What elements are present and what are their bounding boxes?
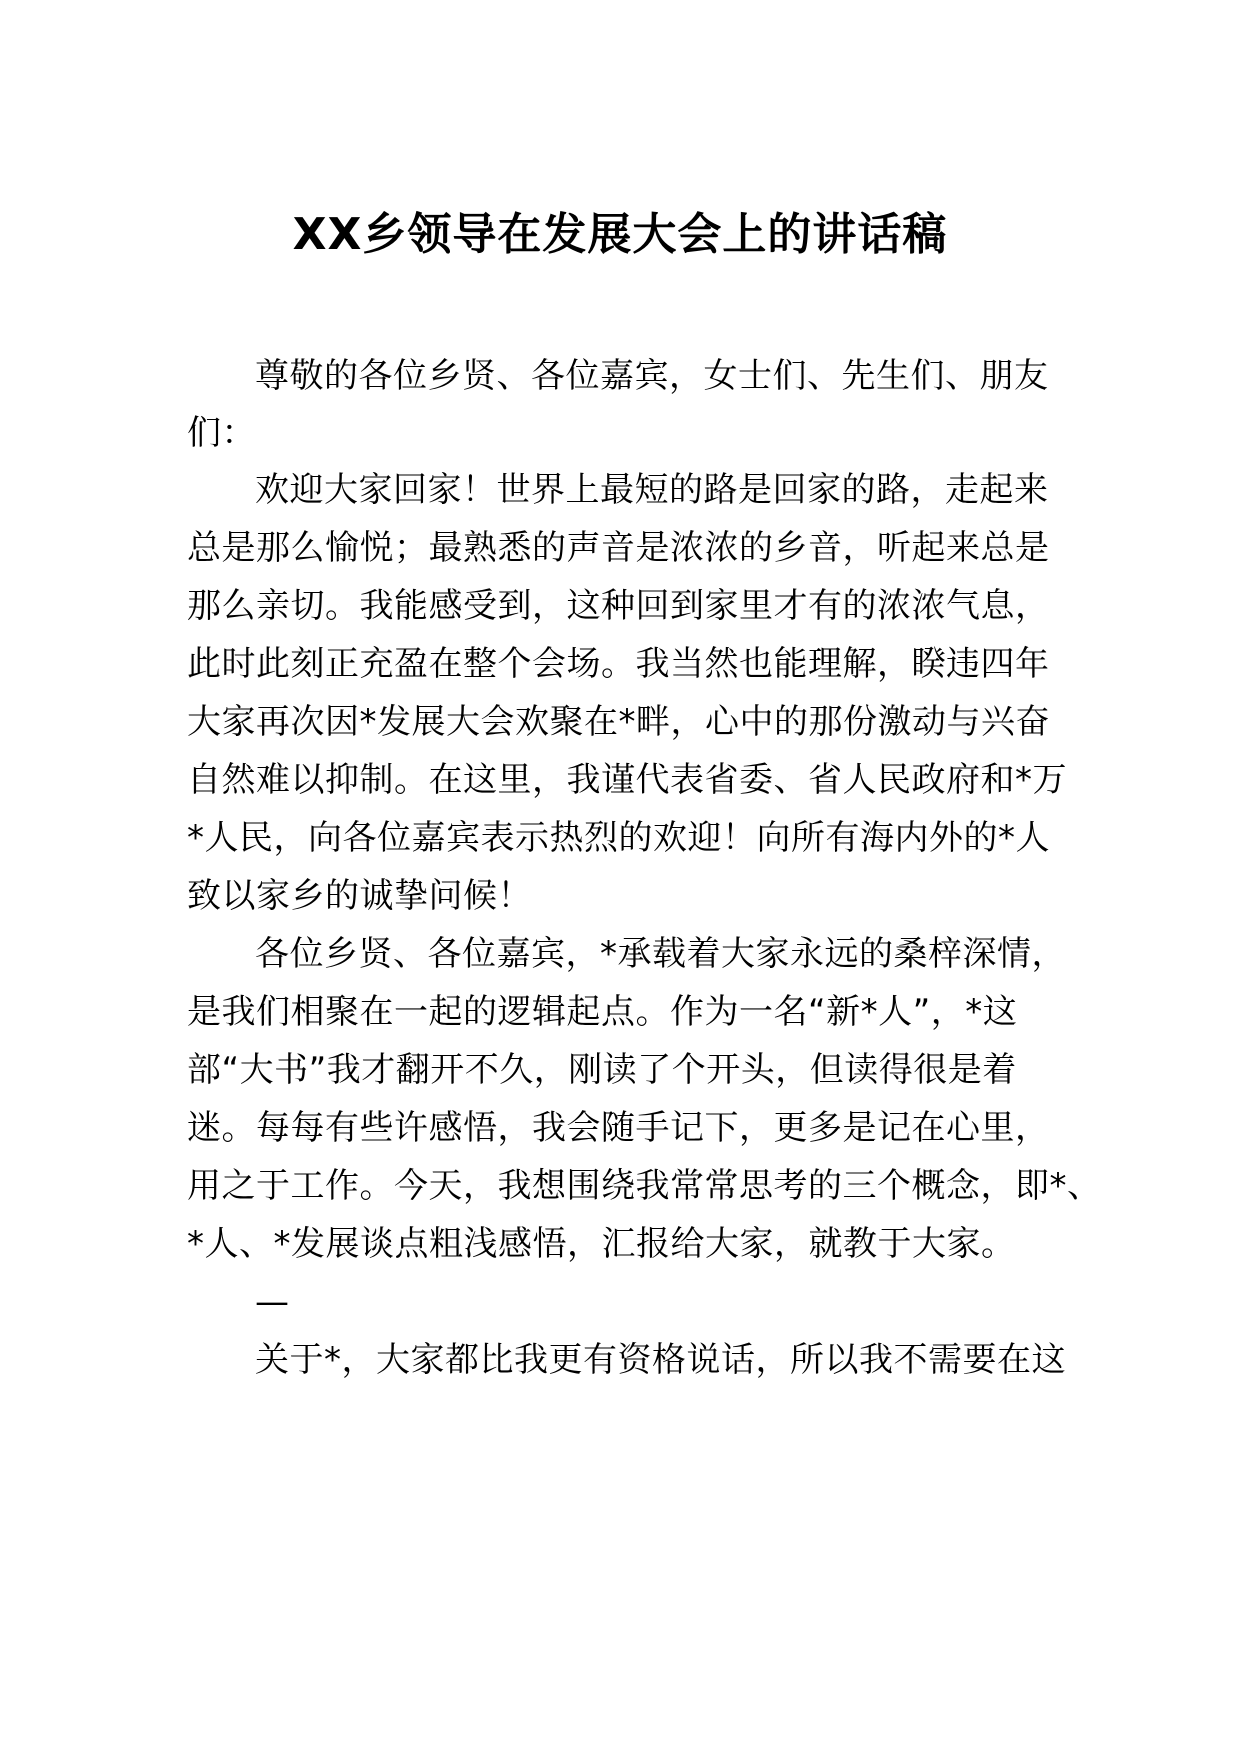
paragraph-line: 那么亲切。我能感受到，这种回到家里才有的浓浓气息，	[187, 586, 1050, 626]
paragraph-line: *人民，向各位嘉宾表示热烈的欢迎！向所有海内外的*人	[187, 818, 1050, 858]
paragraph-line: 关于*，大家都比我更有资格说话，所以我不需要在这	[255, 1340, 1066, 1380]
paragraph-line: 欢迎大家回家！世界上最短的路是回家的路，走起来	[255, 470, 1049, 510]
paragraph-line: 此时此刻正充盈在整个会场。我当然也能理解，睽违四年	[187, 644, 1050, 684]
paragraph-line: 各位乡贤、各位嘉宾，*承载着大家永远的桑梓深情，	[255, 934, 1066, 974]
paragraph-line: *人、*发展谈点粗浅感悟，汇报给大家，就教于大家。	[187, 1224, 1016, 1264]
paragraph-line: 致以家乡的诚挚问候！	[187, 876, 532, 916]
paragraph-line: 是我们相聚在一起的逻辑起点。作为一名“新*人”，*这	[187, 992, 1018, 1032]
paragraph-line: 迷。每每有些许感悟，我会随手记下，更多是记在心里，	[187, 1108, 1050, 1148]
section-heading: —	[255, 1282, 290, 1322]
paragraph-line: 部“大书”我才翻开不久，刚读了个开头，但读得很是着	[187, 1050, 1017, 1090]
paragraph-line: 尊敬的各位乡贤、各位嘉宾，女士们、先生们、朋友	[255, 356, 1049, 396]
paragraph-line: 用之于工作。今天，我想围绕我常常思考的三个概念，即*、	[187, 1166, 1102, 1206]
paragraph-line: 们：	[187, 413, 256, 453]
paragraph-line: 总是那么愉悦；最熟悉的声音是浓浓的乡音，听起来总是	[187, 528, 1050, 568]
paragraph-line: 自然难以抑制。在这里，我谨代表省委、省人民政府和*万	[187, 760, 1067, 800]
paragraph-line: 大家再次因*发展大会欢聚在*畔，心中的那份激动与兴奋	[187, 702, 1050, 742]
document-title: XX乡领导在发展大会上的讲话稿	[292, 209, 948, 260]
